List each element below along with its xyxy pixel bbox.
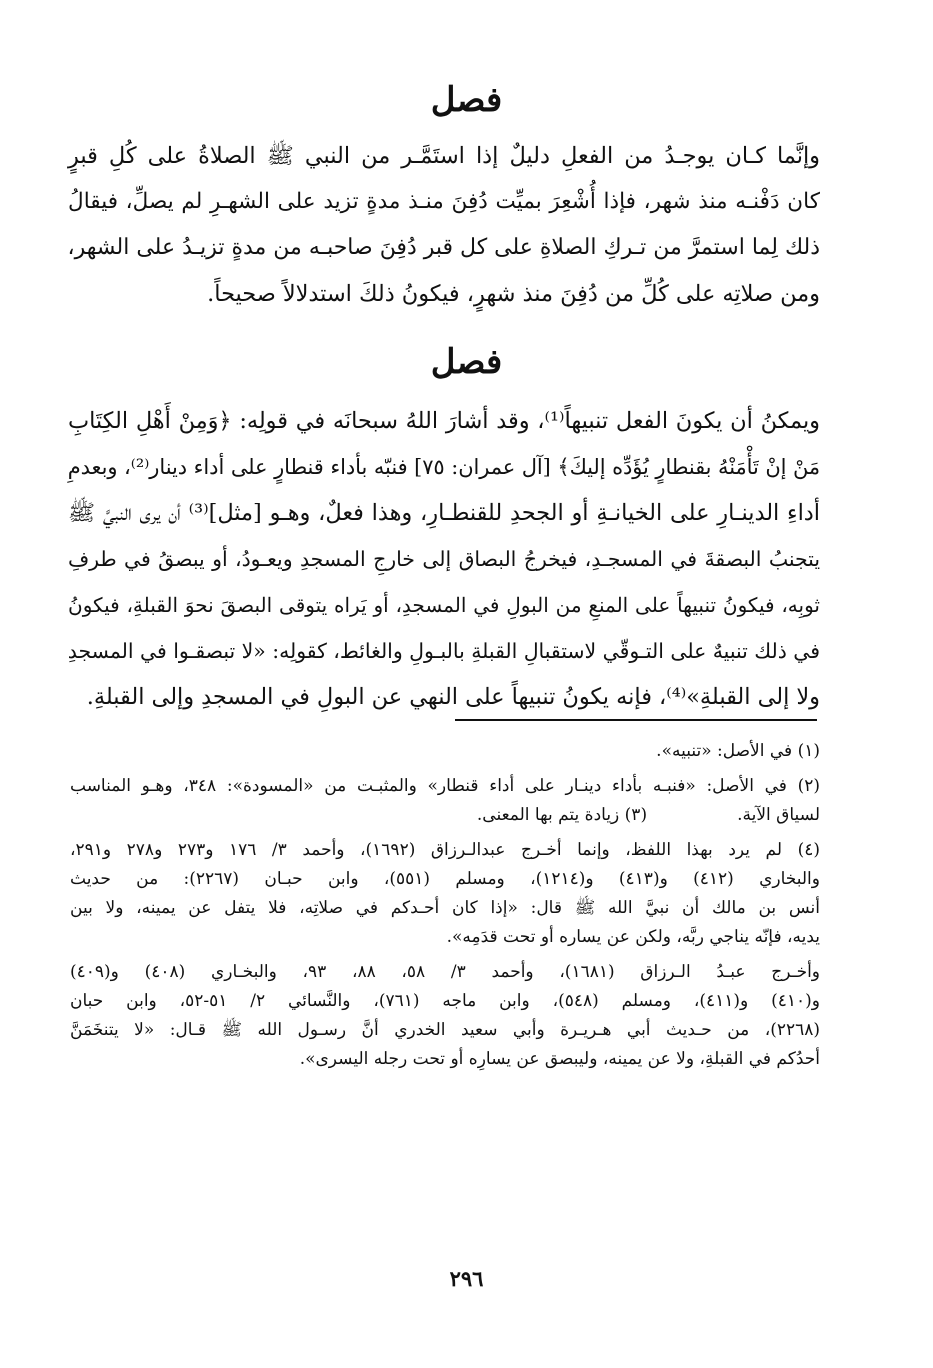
body-line: ومن صلاتِه على كُلِّ من دُفِنَ منذ شهرٍ، فيكونُ ذلكَ استدلالاً صحيحاً. — [207, 281, 820, 307]
body-line: في ذلك تنبيهٌ على التـوقّي لاستقبالِ القبلةِ بالبـولِ والغائط، كقولِه: «لا تبصقـوا في المسجدِ — [67, 639, 820, 663]
footnote-2: (٢) في الأصل: «فنبـه بأداء دينـار على أداء قنطار» والمثبـت من «المسودة»: ٣٤٨، وهـو المناسب — [70, 776, 820, 796]
section-heading-2: فصل — [430, 342, 503, 382]
body-line: ولا إلى القبلةِ»⁽⁴⁾، فإنه يكونُ تنبيهاً على النهي عن البولِ في المسجدِ وإلى القبلةِ. — [86, 684, 820, 710]
footnote-3: (٣) زيادة يتم بها المعنى. — [476, 805, 648, 825]
footnote-2-3-line — [70, 801, 820, 830]
footnote-4: أنس بن مالك أن نبيَّ الله ﷺ قال: «إذا كان أحـدكم في صلاتِه، فلا يتفل عن يمينه، ولا بين — [70, 898, 820, 918]
footnote-4-continued: (٢٢٦٨)، من حـديث أبي هـريـرة وأبي سعيد الخدري أنَّ رسـول الله ﷺ قـال: «لا يتنخَمَنَّ — [70, 1020, 820, 1040]
footnote-divider — [455, 719, 817, 721]
body-line: ثوبِه، فيكونُ تنبيهاً على المنعِ من البولِ في المسجدِ، أو يَراه يتوقى البصقَ نحوَ القبلةِ، فيكونُ — [68, 593, 820, 617]
footnote-1: (١) في الأصل: «تنبيه». — [656, 741, 820, 761]
footnote-4: (٤) لم يرد بهذا اللفظ، وإنما أخـرج عبدالـرزاق (١٦٩٢)، وأحمد ٣/ ١٧٦ و٢٧٣ و٢٧٨ و٢٩١، — [70, 840, 820, 860]
footnote-4: والبخاري (٤١٢) و(٤١٣) و(١٢١٤)، ومسلم (٥٥١)، وابن حبـان (٢٢٦٧): من حديث — [70, 869, 820, 889]
page-number: ٢٩٦ — [449, 1266, 484, 1291]
section-2-text — [68, 398, 820, 720]
body-line: ويمكنُ أن يكونَ الفعل تنبيهاً⁽¹⁾، وقد أشارَ اللهُ سبحانَه في قولِه: ﴿وَمِنْ أَهْلِ الكِتَابِ — [68, 408, 820, 434]
body-line: يتجنبُ البصقةَ في المسجـدِ، فيخرجُ البصاق إلى خارجِ المسجدِ ويعـودُ، أو يبصقُ في طرفِ — [68, 547, 820, 571]
body-line: ذلك لِما استمرَّ من تـركِ الصلاةِ على كل قبر دُفِنَ صاحبـه من مدةٍ تزيـدُ على الشهر، — [67, 235, 820, 260]
footnote-2-continuation: لسياق الآية. — [737, 805, 820, 825]
footnotes — [70, 737, 820, 1074]
body-line: وإنَّما كـان يوجـدُ من الفعلِ دليلٌ إذا استَمَّـر من النبي ﷺ الصلاةُ على كُلِ قبرٍ — [68, 143, 820, 169]
section-1-text — [68, 133, 820, 317]
section-heading-1: فصل — [430, 80, 503, 120]
body-line: أداءِ الدينـارِ على الخيانـةِ أو الجحدِ للقنطـارِ، وهذا فعلٌ، وهـو [مثل]⁽³⁾ أن يرى النبيَّ ﷺ — [68, 500, 821, 526]
footnote-4-continued: أحدُكم في القبلةِ، ولا عن يمينه، وليبصق عن يسارِه أو تحت رجله اليسرى». — [299, 1049, 820, 1069]
footnote-4: يديه، فإنّه يناجي ربَّه، ولكن عن يساره أو تحت قدَمِه». — [446, 927, 820, 947]
footnote-4-continued: وأخـرج عبـدُ الـرزاق (١٦٨١)، وأحمد ٣/ ٥٨، ٨٨، ٩٣، والبخـاري (٤٠٨) و(٤٠٩) — [70, 962, 821, 982]
footnote-4-continued: و(٤١٠) و(٤١١)، ومسلم (٥٤٨)، وابن ماجه (٧٦١)، والنَّسائي ٢/ ٥١-٥٢، وابن حبان — [70, 991, 820, 1011]
body-line: مَنْ إنْ تَأْمَنْهُ بقنطارٍ يُؤَدِّه إليكَ﴾ [آل عمران: ٧٥] فنبّه بأداء قنطارٍ على أداء دينار⁽²⁾، وبعدمِ — [67, 455, 820, 479]
body-line: كان دَفْنـه منذ شهر، فإذا أُشْعِرَ بميِّت دُفِنَ منـذ مدةٍ تزيد على الشهـرِ لم يصلِّ، فيقالُ — [68, 189, 820, 214]
